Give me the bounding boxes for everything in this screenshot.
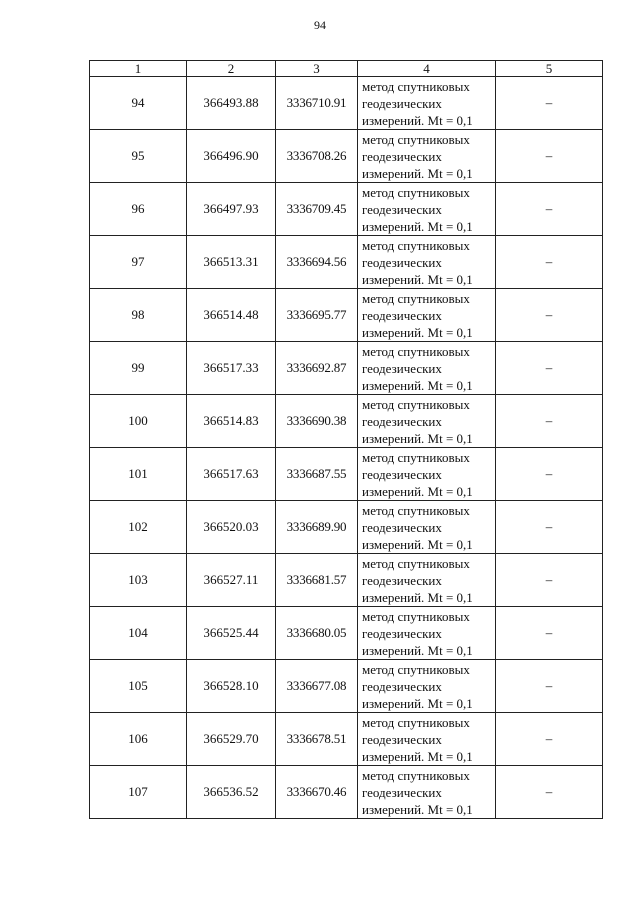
note-cell: – [496, 766, 603, 819]
method-text-line: метод спутниковых [362, 449, 470, 465]
note-cell: – [496, 183, 603, 236]
note-cell: – [496, 660, 603, 713]
method-text-line: геодезических [362, 678, 442, 694]
method-text-line: геодезических [362, 519, 442, 535]
point-number-cell: 107 [90, 766, 187, 819]
point-number-cell: 104 [90, 607, 187, 660]
table-row [90, 448, 603, 501]
method-text-line: измерений. Mt = 0,1 [362, 748, 473, 764]
table-row [90, 130, 603, 183]
method-cell [358, 183, 496, 236]
method-cell [358, 77, 496, 130]
point-number-cell: 101 [90, 448, 187, 501]
method-text-line: геодезических [362, 254, 442, 270]
x-coordinate-cell: 366493.88 [187, 77, 276, 130]
x-coordinate-cell: 366529.70 [187, 713, 276, 766]
method-text-line: измерений. Mt = 0,1 [362, 695, 473, 711]
y-coordinate-cell: 3336708.26 [276, 130, 358, 183]
method-text-line: геодезических [362, 360, 442, 376]
method-text-line: геодезических [362, 625, 442, 641]
method-text-line: геодезических [362, 95, 442, 111]
method-text-line: метод спутниковых [362, 661, 470, 677]
y-coordinate-cell: 3336695.77 [276, 289, 358, 342]
method-text-line: геодезических [362, 572, 442, 588]
x-coordinate-cell: 366497.93 [187, 183, 276, 236]
method-text-line: геодезических [362, 307, 442, 323]
note-cell: – [496, 713, 603, 766]
method-cell [358, 766, 496, 819]
method-text-line: геодезических [362, 731, 442, 747]
method-text-line: измерений. Mt = 0,1 [362, 377, 473, 393]
table-row [90, 554, 603, 607]
method-cell [358, 607, 496, 660]
y-coordinate-cell: 3336670.46 [276, 766, 358, 819]
note-cell: – [496, 236, 603, 289]
method-text-line: измерений. Mt = 0,1 [362, 324, 473, 340]
point-number-cell: 94 [90, 77, 187, 130]
header-col-1: 1 [90, 61, 187, 77]
method-text-line: измерений. Mt = 0,1 [362, 589, 473, 605]
method-text-line: метод спутниковых [362, 502, 470, 518]
point-number-cell: 103 [90, 554, 187, 607]
table-row [90, 713, 603, 766]
header-col-2: 2 [187, 61, 276, 77]
method-text-line: измерений. Mt = 0,1 [362, 642, 473, 658]
method-text-line: геодезических [362, 413, 442, 429]
method-text-line: метод спутниковых [362, 608, 470, 624]
method-cell [358, 501, 496, 554]
method-text-line: метод спутниковых [362, 555, 470, 571]
point-number-cell: 96 [90, 183, 187, 236]
method-cell [358, 713, 496, 766]
page-number: 94 [314, 18, 326, 32]
note-cell: – [496, 501, 603, 554]
method-text-line: метод спутниковых [362, 714, 470, 730]
table-row [90, 660, 603, 713]
point-number-cell: 95 [90, 130, 187, 183]
coordinates-table [89, 60, 603, 819]
x-coordinate-cell: 366517.33 [187, 342, 276, 395]
table-row [90, 766, 603, 819]
method-text-line: метод спутниковых [362, 290, 470, 306]
note-cell: – [496, 448, 603, 501]
point-number-cell: 99 [90, 342, 187, 395]
method-cell [358, 289, 496, 342]
method-cell [358, 395, 496, 448]
y-coordinate-cell: 3336690.38 [276, 395, 358, 448]
method-cell [358, 554, 496, 607]
method-text-line: измерений. Mt = 0,1 [362, 165, 473, 181]
method-cell [358, 236, 496, 289]
x-coordinate-cell: 366514.83 [187, 395, 276, 448]
method-text-line: метод спутниковых [362, 184, 470, 200]
table-row [90, 236, 603, 289]
table-body [90, 61, 603, 819]
method-text-line: геодезических [362, 466, 442, 482]
table-row [90, 501, 603, 554]
method-cell [358, 448, 496, 501]
method-text-line: измерений. Mt = 0,1 [362, 483, 473, 499]
method-text-line: метод спутниковых [362, 396, 470, 412]
header-col-4: 4 [358, 61, 496, 77]
x-coordinate-cell: 366496.90 [187, 130, 276, 183]
x-coordinate-cell: 366517.63 [187, 448, 276, 501]
method-text-line: метод спутниковых [362, 767, 470, 783]
method-text-line: измерений. Mt = 0,1 [362, 271, 473, 287]
x-coordinate-cell: 366527.11 [187, 554, 276, 607]
header-row [90, 61, 603, 77]
note-cell: – [496, 289, 603, 342]
table-row [90, 289, 603, 342]
y-coordinate-cell: 3336709.45 [276, 183, 358, 236]
note-cell: – [496, 554, 603, 607]
x-coordinate-cell: 366536.52 [187, 766, 276, 819]
point-number-cell: 98 [90, 289, 187, 342]
y-coordinate-cell: 3336678.51 [276, 713, 358, 766]
y-coordinate-cell: 3336710.91 [276, 77, 358, 130]
point-number-cell: 102 [90, 501, 187, 554]
header-col-5: 5 [496, 61, 603, 77]
method-text-line: геодезических [362, 148, 442, 164]
header-col-3: 3 [276, 61, 358, 77]
table-row [90, 342, 603, 395]
x-coordinate-cell: 366520.03 [187, 501, 276, 554]
method-text-line: измерений. Mt = 0,1 [362, 112, 473, 128]
x-coordinate-cell: 366525.44 [187, 607, 276, 660]
table-row [90, 183, 603, 236]
table-row [90, 607, 603, 660]
y-coordinate-cell: 3336681.57 [276, 554, 358, 607]
method-text-line: метод спутниковых [362, 343, 470, 359]
x-coordinate-cell: 366528.10 [187, 660, 276, 713]
note-cell: – [496, 342, 603, 395]
method-text-line: метод спутниковых [362, 78, 470, 94]
x-coordinate-cell: 366513.31 [187, 236, 276, 289]
point-number-cell: 105 [90, 660, 187, 713]
method-text-line: геодезических [362, 201, 442, 217]
table-row [90, 395, 603, 448]
y-coordinate-cell: 3336692.87 [276, 342, 358, 395]
note-cell: – [496, 607, 603, 660]
y-coordinate-cell: 3336694.56 [276, 236, 358, 289]
point-number-cell: 97 [90, 236, 187, 289]
method-text-line: метод спутниковых [362, 131, 470, 147]
method-text-line: измерений. Mt = 0,1 [362, 218, 473, 234]
note-cell: – [496, 130, 603, 183]
method-cell [358, 342, 496, 395]
x-coordinate-cell: 366514.48 [187, 289, 276, 342]
y-coordinate-cell: 3336689.90 [276, 501, 358, 554]
note-cell: – [496, 77, 603, 130]
note-cell: – [496, 395, 603, 448]
method-cell [358, 660, 496, 713]
y-coordinate-cell: 3336687.55 [276, 448, 358, 501]
method-text-line: измерений. Mt = 0,1 [362, 801, 473, 817]
y-coordinate-cell: 3336677.08 [276, 660, 358, 713]
method-text-line: измерений. Mt = 0,1 [362, 430, 473, 446]
table-row [90, 77, 603, 130]
method-text-line: метод спутниковых [362, 237, 470, 253]
method-text-line: геодезических [362, 784, 442, 800]
point-number-cell: 106 [90, 713, 187, 766]
point-number-cell: 100 [90, 395, 187, 448]
method-cell [358, 130, 496, 183]
method-text-line: измерений. Mt = 0,1 [362, 536, 473, 552]
y-coordinate-cell: 3336680.05 [276, 607, 358, 660]
